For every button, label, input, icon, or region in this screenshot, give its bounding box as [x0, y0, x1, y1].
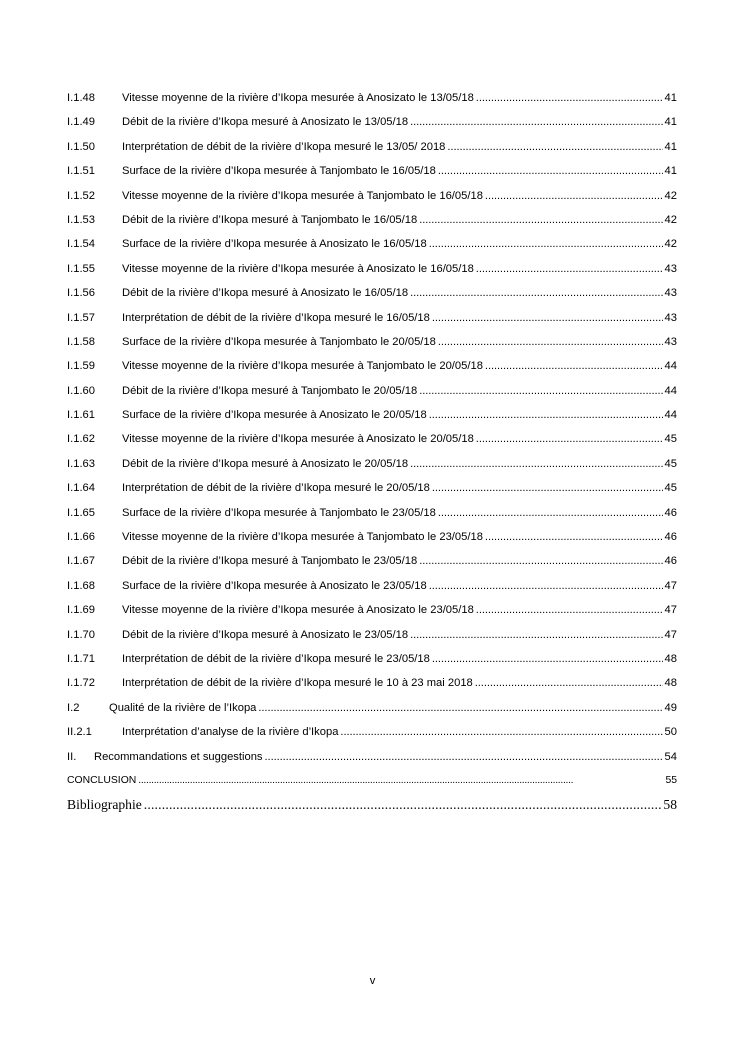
table-of-contents	[67, 90, 677, 823]
toc-entry-title: Vitesse moyenne de la rivière d’Ikopa mesurée à Tanjombato le 16/05/18	[122, 189, 483, 202]
toc-entry-number: I.1.55	[67, 262, 95, 275]
toc-entry-number: I.1.51	[67, 165, 95, 178]
toc-entry-page: 45	[664, 433, 677, 446]
toc-entry-page: 47	[664, 628, 677, 641]
toc-leader-dots	[410, 114, 662, 130]
toc-entry[interactable]	[67, 261, 677, 285]
toc-entry-page: 44	[664, 360, 677, 373]
toc-entry[interactable]	[67, 505, 677, 529]
toc-entry-number: I.1.61	[67, 409, 95, 422]
toc-entry-title: Débit de la rivière d’Ikopa mesuré à Tanjombato le 20/05/18	[122, 384, 418, 397]
toc-entry-title: Vitesse moyenne de la rivière d’Ikopa mesurée à Anosizato le 16/05/18	[122, 262, 474, 275]
toc-entry-number: I.1.52	[67, 189, 95, 202]
toc-entry[interactable]	[67, 456, 677, 480]
toc-entry-page: 41	[664, 140, 677, 153]
toc-entry-number: I.1.70	[67, 628, 95, 641]
toc-entry-title: Vitesse moyenne de la rivière d’Ikopa mesurée à Tanjombato le 20/05/18	[122, 360, 483, 373]
toc-entry-bibliography[interactable]	[67, 797, 677, 823]
toc-entry[interactable]	[67, 651, 677, 675]
toc-entry[interactable]	[67, 700, 677, 724]
toc-entry-title: Interprétation de débit de la rivière d’Ikopa mesuré le 10 à 23 mai 2018	[122, 677, 473, 690]
toc-entry-number: I.1.50	[67, 140, 95, 153]
toc-entry-page: 50	[664, 726, 677, 739]
toc-entry-number: I.1.53	[67, 213, 95, 226]
toc-entry[interactable]	[67, 310, 677, 334]
toc-leader-dots	[485, 529, 663, 545]
toc-entry-number: I.1.68	[67, 579, 95, 592]
toc-entry-number: I.1.59	[67, 360, 95, 373]
toc-entry-number: I.2	[67, 701, 80, 714]
toc-entry-title: Vitesse moyenne de la rivière d’Ikopa mesurée à Tanjombato le 23/05/18	[122, 531, 483, 544]
toc-entry-title: Débit de la rivière d’Ikopa mesuré à Tanjombato le 16/05/18	[122, 213, 418, 226]
toc-entry-number: I.1.57	[67, 311, 95, 324]
toc-entry[interactable]	[67, 285, 677, 309]
toc-entry-number: I.1.48	[67, 92, 95, 104]
toc-entry[interactable]	[67, 724, 677, 748]
toc-entry[interactable]	[67, 358, 677, 382]
toc-leader-dots	[144, 797, 662, 813]
toc-entry-page: 47	[664, 604, 677, 617]
toc-entry-title: Surface de la rivière d’Ikopa mesurée à Anosizato le 23/05/18	[122, 579, 427, 592]
toc-entry-page: 43	[664, 335, 677, 348]
toc-entry-title: Interprétation de débit de la rivière d’Ikopa mesuré le 13/05/ 2018	[122, 140, 446, 153]
toc-leader-dots	[447, 139, 662, 155]
toc-leader-dots	[429, 236, 663, 252]
toc-entry-page: 54	[664, 750, 677, 763]
toc-entry-title: Vitesse moyenne de la rivière d’Ikopa mesurée à Anosizato le 13/05/18	[122, 92, 474, 104]
toc-entry-title: Débit de la rivière d’Ikopa mesuré à Anosizato le 23/05/18	[122, 628, 409, 641]
toc-leader-dots	[485, 358, 663, 374]
toc-entry[interactable]	[67, 602, 677, 626]
toc-entry-title: Bibliographie	[67, 797, 142, 813]
toc-entry-page: 44	[664, 384, 677, 397]
toc-leader-dots	[429, 578, 663, 594]
toc-leader-dots	[419, 383, 662, 399]
toc-entry-title: Surface de la rivière d’Ikopa mesurée à Tanjombato le 23/05/18	[122, 506, 436, 519]
toc-leader-dots	[258, 700, 662, 716]
toc-leader-dots	[410, 456, 662, 472]
toc-entry[interactable]	[67, 139, 677, 163]
toc-entry-title: Surface de la rivière d’Ikopa mesurée à Anosizato le 20/05/18	[122, 409, 427, 422]
toc-leader-dots	[438, 334, 663, 350]
toc-entry-number: I.1.72	[67, 677, 95, 690]
toc-entry-number: I.1.67	[67, 555, 95, 568]
toc-leader-dots	[475, 675, 663, 691]
toc-entry-number: II.	[67, 750, 77, 763]
toc-entry[interactable]	[67, 749, 677, 773]
toc-leader-dots	[476, 90, 663, 106]
toc-entry-number: I.1.63	[67, 457, 95, 470]
toc-entry-title: Vitesse moyenne de la rivière d’Ikopa mesurée à Anosizato le 23/05/18	[122, 604, 474, 617]
toc-entry-title: Débit de la rivière d’Ikopa mesuré à Tanjombato le 23/05/18	[122, 555, 418, 568]
toc-leader-dots	[432, 480, 663, 496]
toc-entry-page: 43	[664, 262, 677, 275]
toc-entry[interactable]	[67, 334, 677, 358]
toc-entry[interactable]	[67, 480, 677, 504]
toc-entry-title: Recommandations et suggestions	[94, 750, 263, 763]
toc-entry-page: 42	[664, 238, 677, 251]
toc-entry-page: 48	[664, 652, 677, 665]
toc-entry[interactable]	[67, 163, 677, 187]
toc-entry-number: I.1.54	[67, 238, 95, 251]
toc-entry-title: Interprétation de débit de la rivière d’Ikopa mesuré le 20/05/18	[122, 482, 430, 495]
toc-entry[interactable]	[67, 407, 677, 431]
toc-entry-title: Surface de la rivière d’Ikopa mesurée à Tanjombato le 16/05/18	[122, 165, 436, 178]
toc-entry-page: 49	[664, 701, 677, 714]
toc-entry-number: I.1.64	[67, 482, 95, 495]
toc-entry-page: 46	[664, 555, 677, 568]
toc-leader-dots	[476, 261, 663, 277]
toc-entry[interactable]	[67, 529, 677, 553]
toc-leader-dots	[476, 602, 663, 618]
toc-entry[interactable]	[67, 553, 677, 577]
toc-entry-number: I.1.71	[67, 652, 95, 665]
toc-entry-page: 46	[664, 506, 677, 519]
toc-entry-title: Débit de la rivière d’Ikopa mesuré à Anosizato le 16/05/18	[122, 287, 409, 300]
toc-leader-dots	[410, 627, 662, 643]
toc-entry-page: 55	[665, 774, 677, 786]
toc-entry[interactable]	[67, 114, 677, 138]
toc-entry-number: I.1.58	[67, 335, 95, 348]
toc-entry-page: 48	[664, 677, 677, 690]
toc-leader-dots	[438, 505, 663, 521]
toc-entry[interactable]	[67, 383, 677, 407]
toc-entry-page: 47	[664, 579, 677, 592]
toc-entry-page: 42	[664, 189, 677, 202]
toc-entry-page: 41	[664, 116, 677, 129]
toc-leader-dots	[432, 651, 663, 667]
toc-entry[interactable]	[67, 188, 677, 212]
toc-entry-page: 58	[663, 797, 677, 813]
toc-entry[interactable]	[67, 675, 677, 699]
toc-entry[interactable]	[67, 90, 677, 114]
toc-leader-dots	[419, 212, 662, 228]
toc-leader-dots	[340, 724, 662, 740]
toc-entry-title: Qualité de la rivière de l’Ikopa	[109, 701, 257, 714]
toc-entry-number: I.1.62	[67, 433, 95, 446]
toc-entry-page: 41	[664, 165, 677, 178]
toc-entry-title: Interprétation de débit de la rivière d’Ikopa mesuré le 23/05/18	[122, 652, 430, 665]
toc-entry-conclusion[interactable]	[67, 773, 677, 797]
toc-leader-dots	[432, 310, 663, 326]
toc-entry-number: I.1.66	[67, 531, 95, 544]
toc-leader-dots	[419, 553, 662, 569]
toc-entry-title: CONCLUSION	[67, 774, 137, 786]
toc-entry-number: I.1.56	[67, 287, 95, 300]
toc-entry-title: Surface de la rivière d’Ikopa mesurée à Anosizato le 16/05/18	[122, 238, 427, 251]
toc-leader-dots	[429, 407, 663, 423]
toc-entry-page: 45	[664, 457, 677, 470]
toc-entry-number: I.1.60	[67, 384, 95, 397]
toc-entry-page: 44	[664, 409, 677, 422]
toc-entry[interactable]	[67, 578, 677, 602]
toc-entry-title: Interprétation d’analyse de la rivière d’Ikopa	[122, 726, 339, 739]
toc-entry-title: Vitesse moyenne de la rivière d’Ikopa mesurée à Anosizato le 20/05/18	[122, 433, 474, 446]
toc-entry[interactable]	[67, 431, 677, 455]
toc-entry[interactable]	[67, 212, 677, 236]
toc-entry-page: 42	[664, 213, 677, 226]
toc-entry-page: 46	[664, 531, 677, 544]
toc-entry-page: 43	[664, 287, 677, 300]
toc-entry-number: I.1.69	[67, 604, 95, 617]
toc-entry-page: 43	[664, 311, 677, 324]
toc-leader-dots	[438, 163, 663, 179]
toc-leader-dots	[476, 431, 663, 447]
toc-entry-page: 41	[664, 92, 677, 104]
toc-entry[interactable]	[67, 236, 677, 260]
toc-entry-number: I.1.49	[67, 116, 95, 129]
toc-entry-title: Interprétation de débit de la rivière d’Ikopa mesuré le 16/05/18	[122, 311, 430, 324]
toc-leader-dots	[485, 188, 663, 204]
toc-entry-title: Débit de la rivière d’Ikopa mesuré à Anosizato le 13/05/18	[122, 116, 409, 129]
toc-leader-dots	[410, 285, 662, 301]
toc-entry-title: Surface de la rivière d’Ikopa mesurée à Tanjombato le 20/05/18	[122, 335, 436, 348]
toc-entry-title: Débit de la rivière d’Ikopa mesuré à Anosizato le 20/05/18	[122, 457, 409, 470]
toc-leader-dots	[265, 749, 663, 765]
toc-entry-number: II.2.1	[67, 726, 92, 739]
page-number: v	[369, 975, 376, 987]
toc-entry-number: I.1.65	[67, 506, 95, 519]
toc-entry-page: 45	[664, 482, 677, 495]
toc-leader-dots	[138, 773, 663, 789]
toc-entry[interactable]	[67, 627, 677, 651]
